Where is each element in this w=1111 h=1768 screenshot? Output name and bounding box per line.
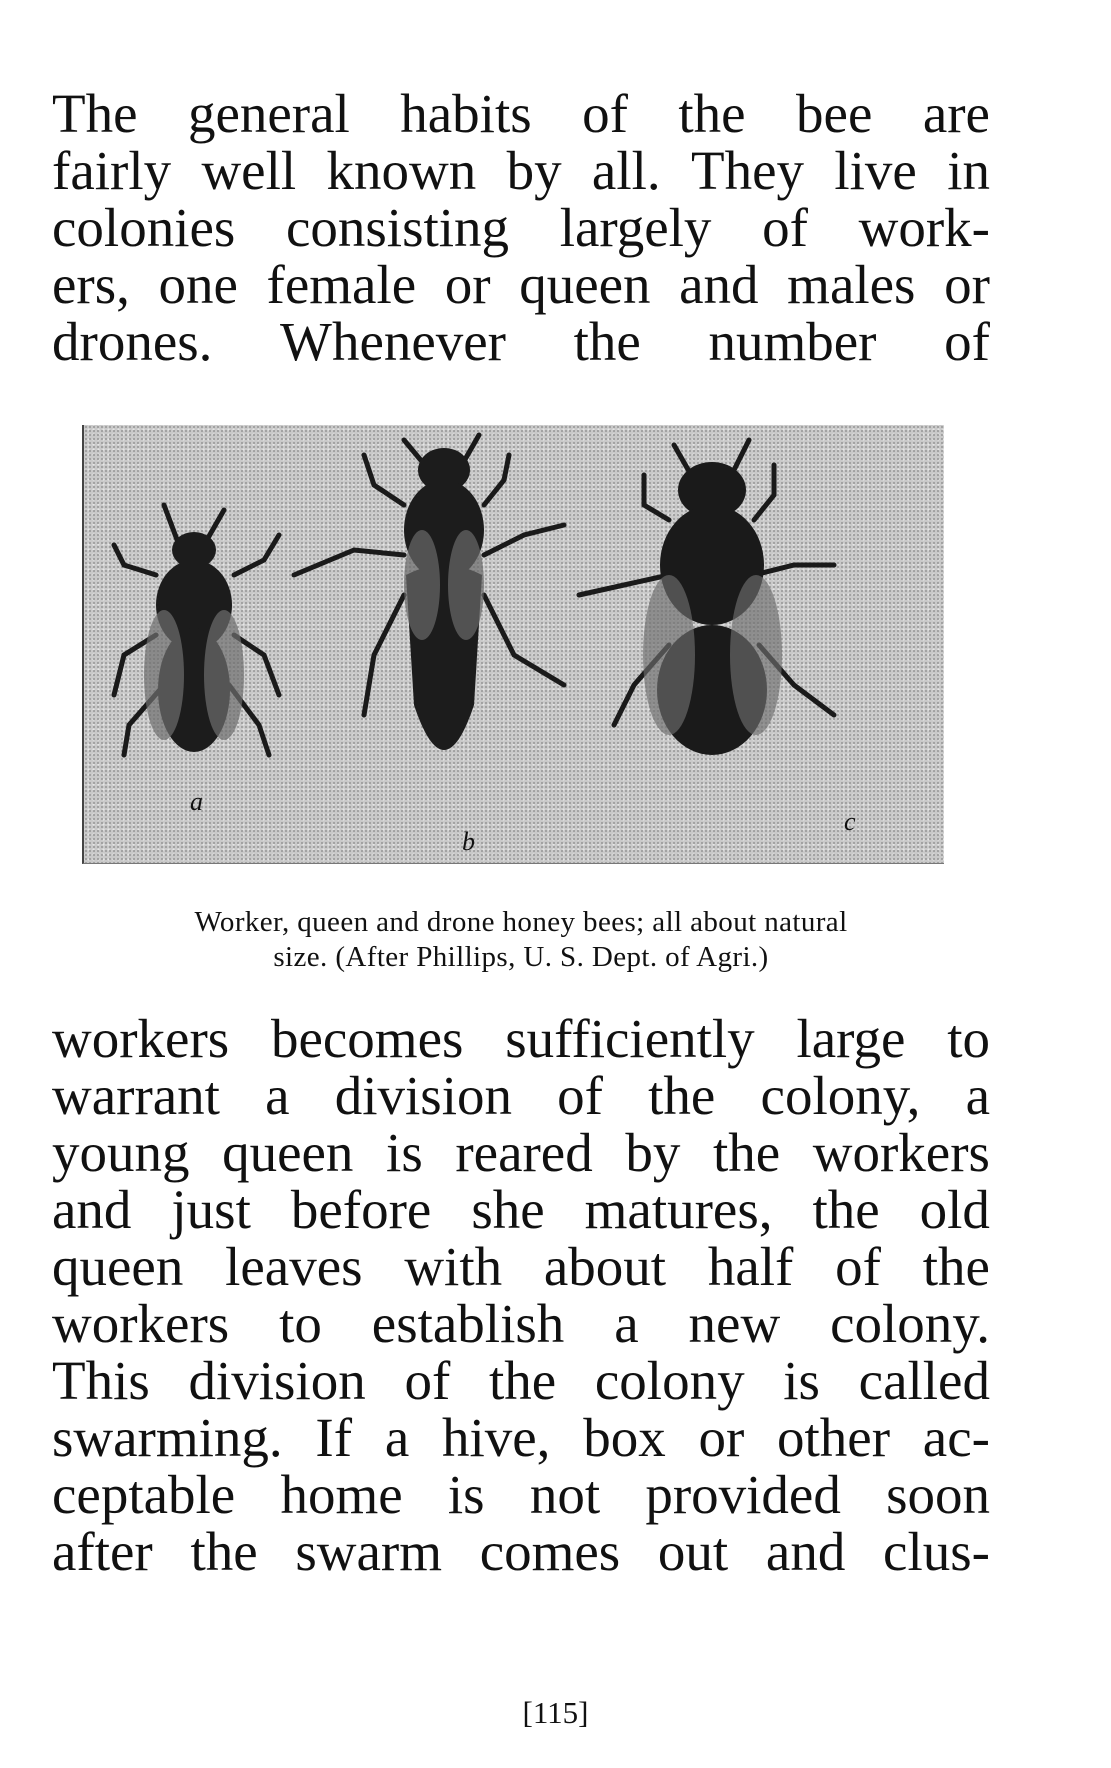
caption-line: size. (After Phillips, U. S. Dept. of Agri.) (273, 941, 769, 973)
label-queen: b (462, 827, 475, 856)
text-line: after the swarm comes out and clus- (52, 1521, 990, 1582)
text-line: workers becomes sufficiently large to (52, 1008, 990, 1069)
caption-line: Worker, queen and drone honey bees; all about natural (194, 906, 848, 938)
text-line: ers, one female or queen and males or (52, 254, 990, 315)
text-line: queen leaves with about half of the (52, 1236, 990, 1297)
text-line: and just before she matures, the old (52, 1179, 990, 1240)
text-line: swarming. If a hive, box or other ac- (52, 1407, 990, 1468)
paragraph-bottom (52, 1010, 990, 1580)
bee-illustration (82, 425, 944, 864)
text-line: fairly well known by all. They live in (52, 140, 990, 201)
text-line: drones. Whenever the number of (52, 311, 990, 372)
text-line: workers to establish a new colony. (52, 1293, 990, 1354)
bee-drawings (84, 425, 944, 863)
text-line: ceptable home is not provided soon (52, 1464, 990, 1525)
page-number: [115] (522, 1695, 589, 1730)
text-line: warrant a division of the colony, a (52, 1065, 990, 1126)
text-line: The general habits of the bee are (52, 83, 990, 144)
label-worker: a (190, 787, 203, 816)
text-line: This division of the colony is called (52, 1350, 990, 1411)
text-line: colonies consisting largely of work- (52, 197, 990, 258)
label-drone: c (844, 807, 856, 836)
text-line: young queen is reared by the workers (52, 1122, 990, 1183)
figure-caption (52, 905, 990, 975)
paragraph-top (52, 85, 990, 370)
